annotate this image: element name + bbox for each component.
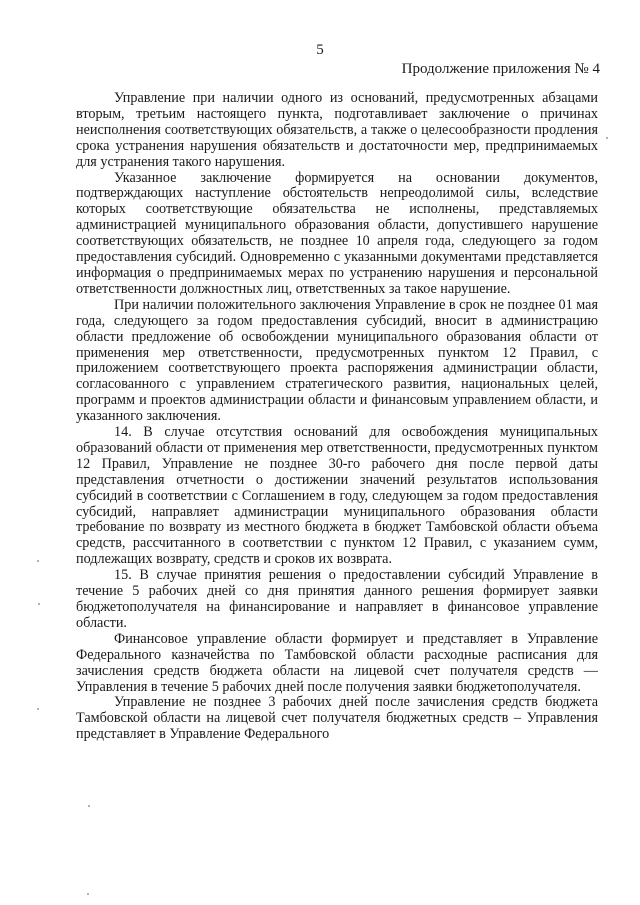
scan-speck [37, 560, 39, 562]
paragraph-2: Указанное заключение формируется на основании документов, подтверждающих наступление обстоятельств непреодолимой силы, вследствие которых соответствующие обязательства не исполнены, представляемых администрацией муниципального образования области, допустившего нарушение соответствующих обязательств, не позднее 10 апреля года, следующего за годом предоставления субсидий. Одновременно с указанными документами представляется информация о предпринимаемых мерах по устранению нарушения и персональной ответственности должностных лиц, ответственных за такое нарушение. [76, 169, 598, 297]
paragraph-4: 14. В случае отсутствия оснований для освобождения муниципальных образований области от применения мер ответственности, предусмотренных пунктом 12 Правил, Управление не позднее 30-го рабочего дня после первой даты представления отчетности о достижении значений результатов использования субсидий в соответствии с Соглашением в году, следующем за годом предоставления субсидий, направляет администрации муниципального образования области требование по возврату из местного бюджета в бюджет Тамбовской области объема средств, рассчитанного в соответствии с пунктом 12 Правил, с указанием сумм, подлежащих возврату, средств и сроков их возврата. [76, 424, 598, 568]
scan-speck [38, 603, 40, 605]
scan-speck [88, 805, 90, 807]
scan-speck [37, 708, 39, 710]
scan-speck [606, 137, 608, 139]
document-body [76, 91, 598, 743]
appendix-note: Продолжение приложения № 4 [401, 61, 600, 77]
paragraph-7: Управление не позднее 3 рабочих дней после зачисления средств бюджета Тамбовской области на лицевой счет получателя бюджетных средств – Управления представляет в Управление Федерального [76, 694, 598, 743]
paragraph-1: Управление при наличии одного из оснований, предусмотренных абзацами вторым, третьим настоящего пункта, подготавливает заключение о причинах неисполнения соответствующих обязательств, а также о целесообразности продления срока устранения нарушения обязательств и достаточности мер, предпринимаемых для устранения такого нарушения. [76, 90, 598, 170]
paragraph-5: 15. В случае принятия решения о предоставлении субсидий Управление в течение 5 рабочих дней со дня принятия данного решения формирует заявки бюджетополучателя на финансирование и направляет в финансовое управление области. [76, 567, 598, 631]
paragraph-6: Финансовое управление области формирует и представляет в Управление Федерального казначейства по Тамбовской области расходные расписания для зачисления средств бюджета области на лицевой счет получателя средств — Управления в течение 5 рабочих дней после получения заявки бюджетополучателя. [76, 630, 598, 695]
page-number: 5 [316, 42, 324, 58]
paragraph-3: При наличии положительного заключения Управление в срок не позднее 01 мая года, следующего за годом предоставления субсидий, вносит в администрацию области предложение об освобождении муниципального образования области от применения мер ответственности, предусмотренных пунктом 12 Правил, с приложением соответствующего проекта распоряжения администрации области, согласованного с управлением стратегического развития, национальных целей, программ и проектов администрации области и финансовым управлением области, и указанного заключения. [76, 296, 598, 425]
scan-speck [87, 893, 89, 895]
